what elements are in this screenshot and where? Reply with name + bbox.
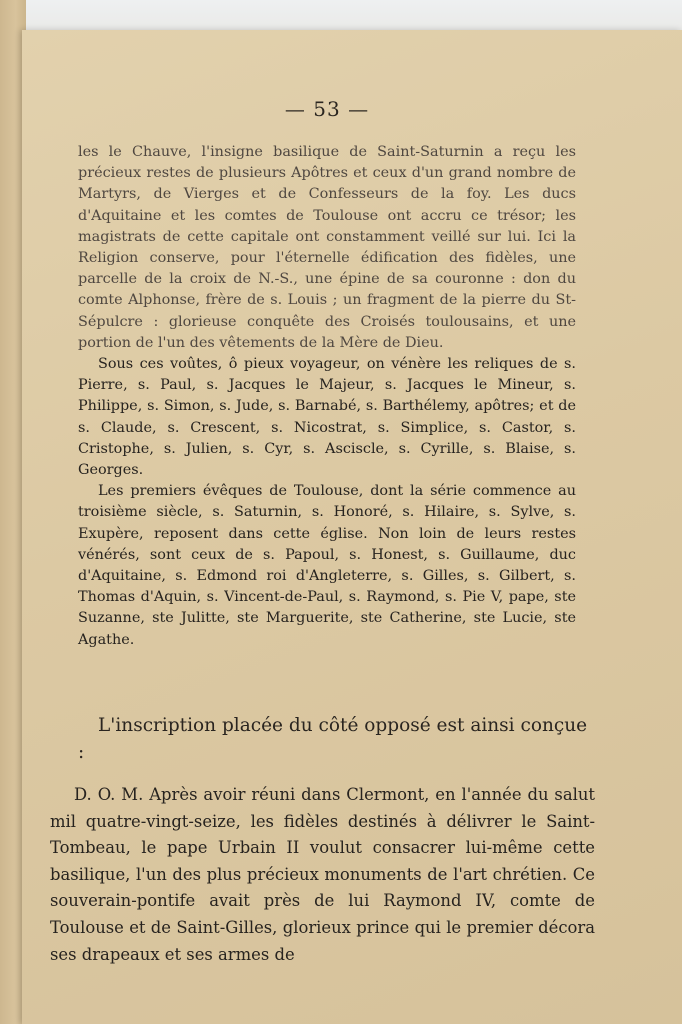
page-number: — 53 — — [284, 97, 370, 121]
paragraph-apostles: Sous ces voûtes, ô pieux voyageur, on vénère les reliques de s. Pierre, s. Paul, s. Jacques le Majeur, s. Jacques le Mineur, s. Philippe, s. Simon, s. Jude, s. Barnabé, s. Barthélemy, apôtres; et de s. Claude, s. Crescent, s. Nicostrat, s. Simplice, s. Castor, s. Cristophe, s. Julien, s. Cyr, s. Asciscle, s. Cyrille, s. Blaise, s. Georges. — [78, 356, 576, 479]
inscription-heading: L'inscription placée du côté opposé est ainsi conçue : — [78, 715, 588, 763]
paragraph-relics-intro: les le Chauve, l'insigne basilique de Saint-Saturnin a reçu les précieux restes de plusieurs Apôtres et ceux d'un grand nombre de Martyrs, de Vierges et de Confesseurs de la foy. Les ducs d'Aquitaine et les comtes de Toulouse ont accru ce trésor; les magistrats de cette capitale ont constamment veillé sur lui. Ici la Religion conserve, pour l'éternelle édification des fidèles, une parcelle de la croix de N.-S., une épine de sa couronne : don du comte Alphonse, frère de s. Louis ; un fragment de la pierre du St-Sépulcre : glorieuse conquête des Croisés toulousains, et une portion de l'un des vêtements de la Mère de Dieu. — [78, 144, 576, 351]
paragraph-bishops: Les premiers évêques de Toulouse, dont la série commence au troisième siècle, s. Saturnin, s. Honoré, s. Hilaire, s. Sylve, s. Exupère, reposent dans cette église. Non loin de leurs restes vénérés, sont ceux de s. Papoul, s. Honest, s. Guillaume, duc d'Aquitaine, s. Edmond roi d'Angleterre, s. Gilles, s. Gilbert, s. Thomas d'Aquin, s. Vincent-de-Paul, s. Raymond, s. Pie V, pape, ste Suzanne, ste Julitte, ste Marguerite, ste Catherine, ste Lucie, ste Agathe. — [78, 483, 576, 648]
body-text — [78, 142, 576, 651]
inscription-text: D. O. M. Après avoir réuni dans Clermont, en l'année du salut mil quatre-vingt-seize, les fidèles destinés à délivrer le Saint-Tombeau, le pape Urbain II voulut consacrer lui-même cette basilique, l'un des plus précieux monuments de l'art chrétien. Ce souverain-pontife avait près de lui Raymond IV, comte de Toulouse et de Saint-Gilles, glorieux prince qui le premier décora ses drapeaux et ses armes de — [50, 785, 595, 964]
